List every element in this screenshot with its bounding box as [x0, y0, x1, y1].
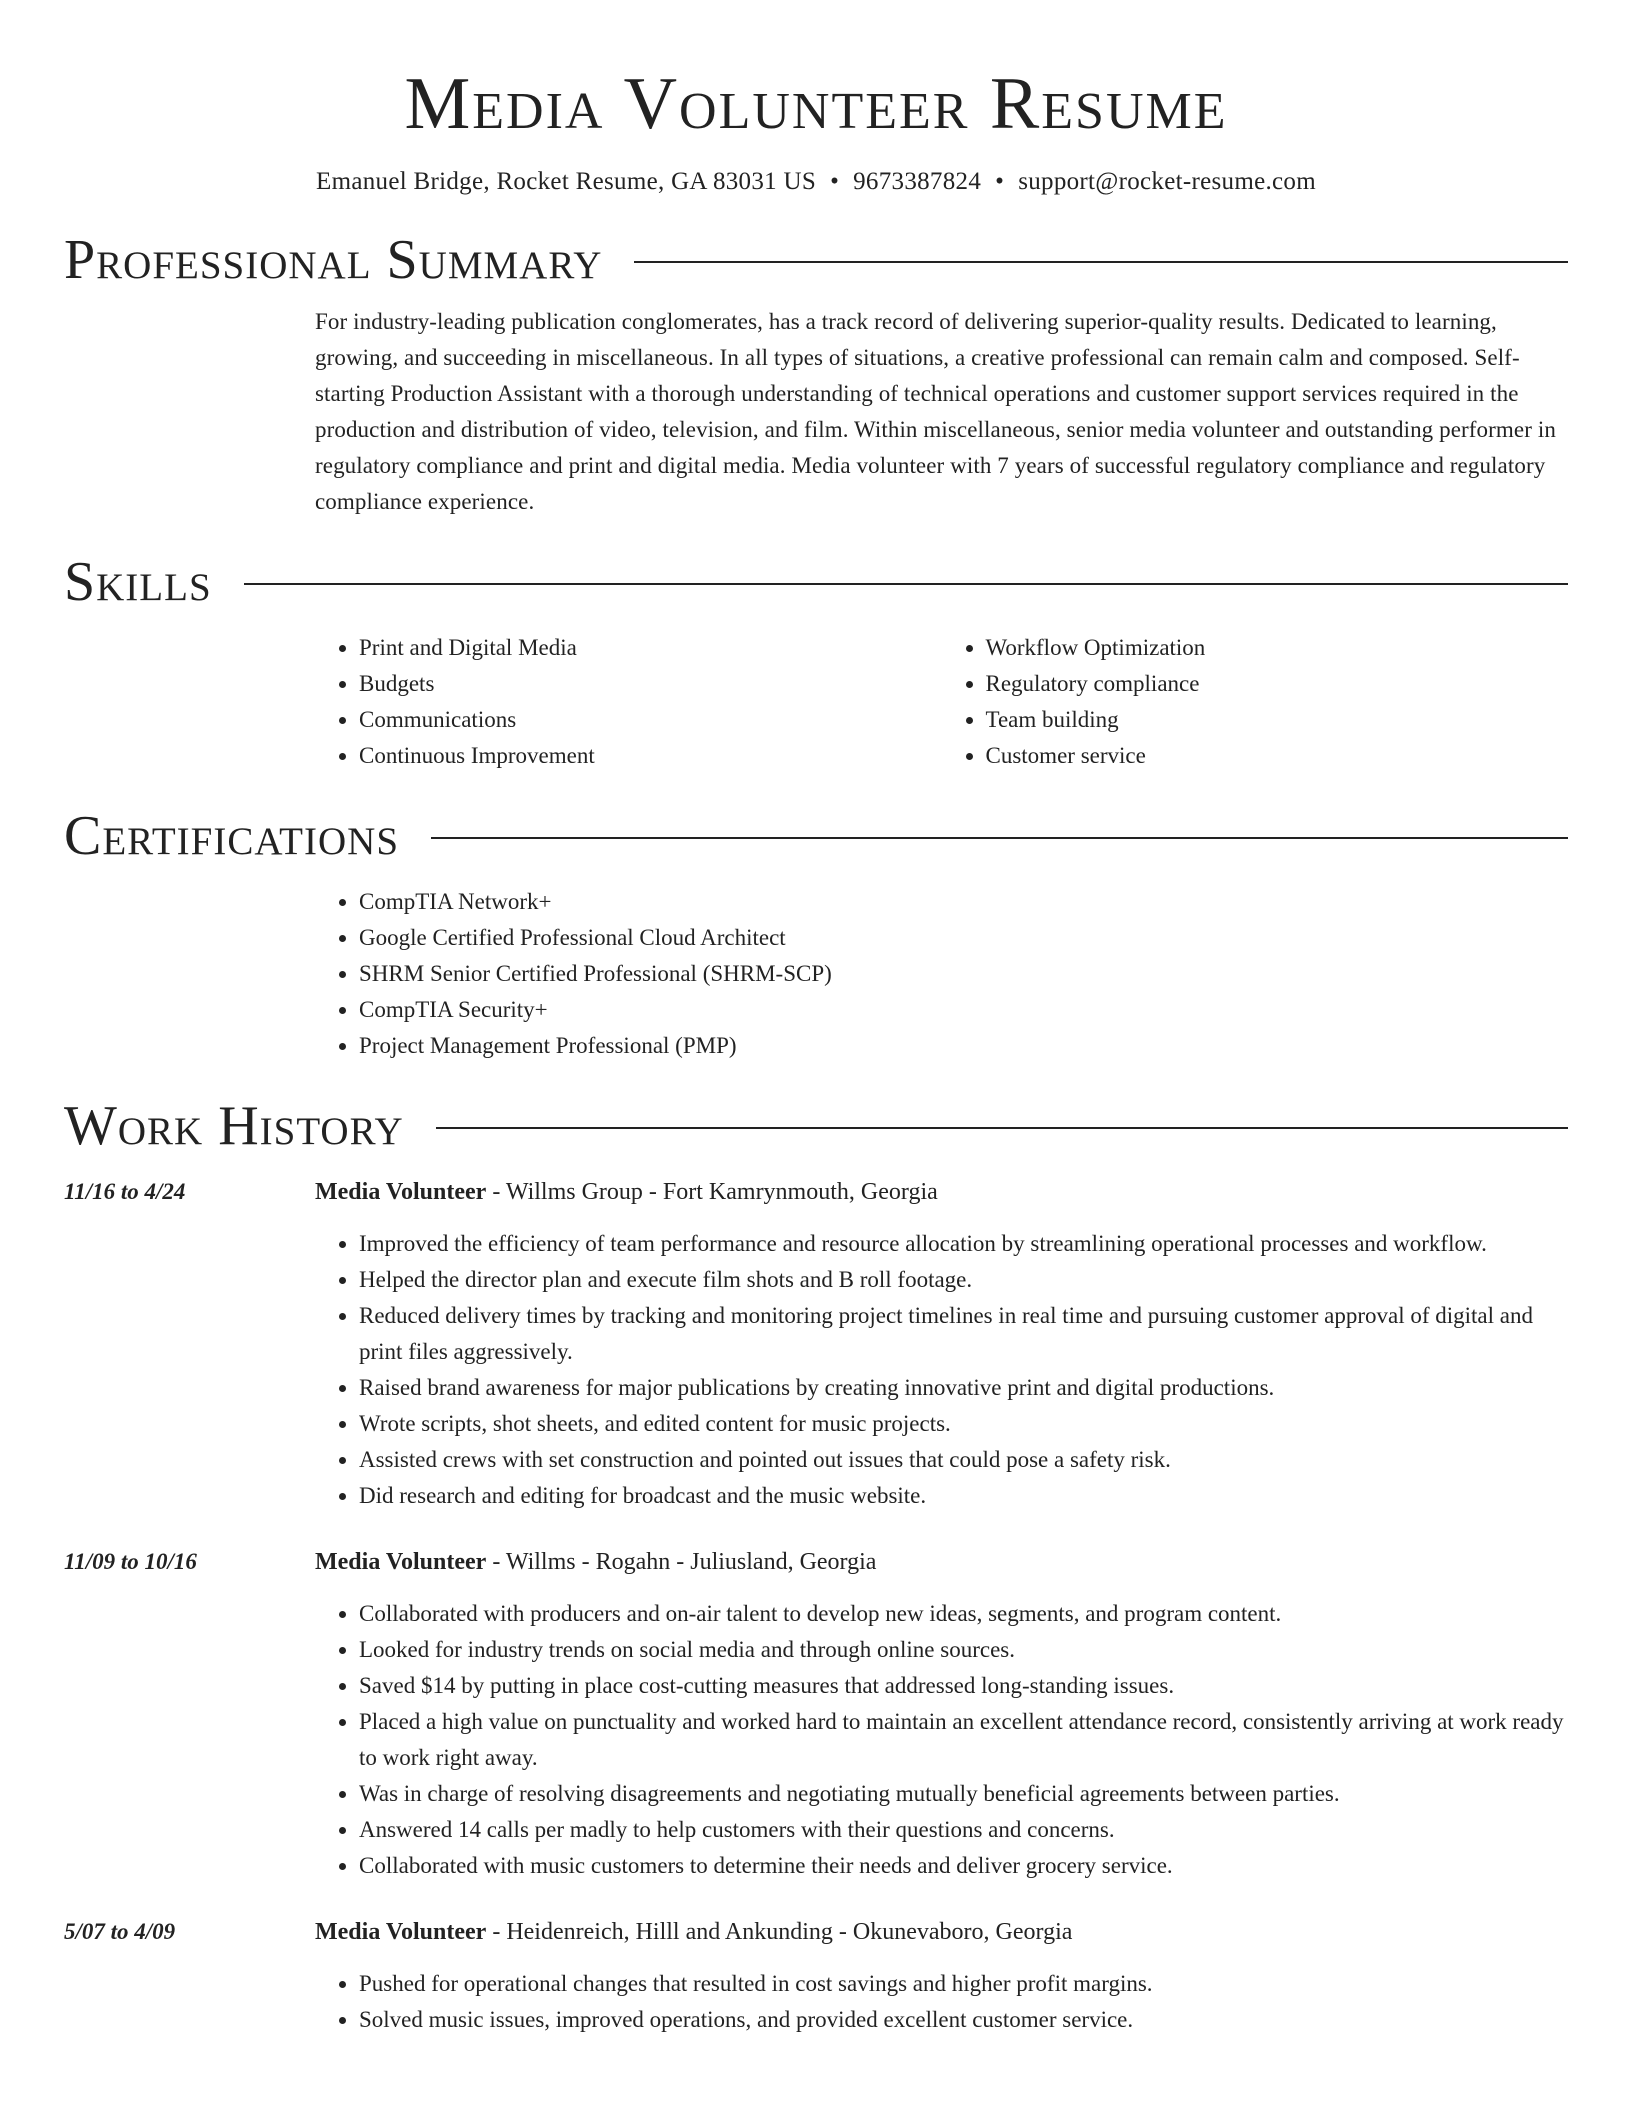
job-heading — [315, 1914, 1568, 1950]
job-title: Media Volunteer — [315, 1549, 487, 1575]
skill-item: • Budgets — [359, 666, 942, 702]
job-entry — [64, 1544, 1568, 1884]
certification-item: • Project Management Professional (PMP) — [359, 1028, 1568, 1064]
section-divider — [436, 1127, 1568, 1129]
job-employer-location: - Heidenreich, Hilll and Ankunding - Okunevaboro, Georgia — [486, 1919, 1073, 1945]
resume-title: Media Volunteer Resume — [404, 63, 1228, 145]
contact-phone: 9673387824 — [853, 168, 982, 195]
skill-item: • Print and Digital Media — [359, 630, 942, 666]
job-heading — [315, 1544, 1568, 1580]
skill-item: • Team building — [986, 702, 1569, 738]
job-bullets — [315, 1596, 1568, 1884]
job-bullet: • Placed a high value on punctuality and worked hard to maintain an excellent attendance record, consistently arriving at work ready to work right away. — [359, 1704, 1568, 1776]
summary-text: For industry-leading publication conglomerates, has a track record of delivering superior-quality results. Dedicated to learning, growing, and succeeding in miscellaneous. In all types of situations, a creative professional can remain calm and composed. Self-starting Production Assistant with a thorough understanding of technical operations and customer support services required in the production and distribution of video, television, and film. Within miscellaneous, senior media volunteer and outstanding performer in regulatory compliance and print and digital media. Media volunteer with 7 years of successful regulatory compliance and regulatory compliance experience. — [315, 309, 1556, 514]
job-bullet: • Was in charge of resolving disagreements and negotiating mutually beneficial agreements between parties. — [359, 1776, 1568, 1812]
skills-column-left — [315, 630, 942, 774]
skill-item: • Continuous Improvement — [359, 738, 942, 774]
job-entry — [64, 1174, 1568, 1514]
skill-item: • Customer service — [986, 738, 1569, 774]
job-bullet: • Assisted crews with set construction and pointed out issues that could pose a safety risk. — [359, 1442, 1568, 1478]
job-bullet: • Saved $14 by putting in place cost-cutting measures that addressed long-standing issues. — [359, 1668, 1568, 1704]
section-title: Certifications — [64, 805, 400, 867]
certification-item: • CompTIA Network+ — [359, 884, 1568, 920]
skills-list — [315, 630, 1568, 774]
job-dates: 5/07 to 4/09 — [64, 1919, 176, 1944]
section-title: Professional Summary — [64, 229, 603, 291]
work-history-list — [64, 1174, 1568, 2038]
contact-address: Emanuel Bridge, Rocket Resume, GA 83031 US — [316, 168, 817, 195]
section-header-certifications — [64, 804, 1568, 868]
section-header-summary — [64, 228, 1568, 292]
skill-item: • Regulatory compliance — [986, 666, 1569, 702]
job-bullet: • Solved music issues, improved operations, and provided excellent customer service. — [359, 2002, 1568, 2038]
job-bullets — [315, 1966, 1568, 2038]
job-bullet: • Collaborated with music customers to determine their needs and deliver grocery service. — [359, 1848, 1568, 1884]
job-dates: 11/16 to 4/24 — [64, 1179, 186, 1204]
job-employer-location: - Willms Group - Fort Kamrynmouth, Georgia — [486, 1179, 938, 1205]
job-bullet: • Helped the director plan and execute film shots and B roll footage. — [359, 1262, 1568, 1298]
job-bullet: • Improved the efficiency of team performance and resource allocation by streamlining operational processes and workflow. — [359, 1226, 1568, 1262]
section-divider — [431, 837, 1568, 839]
job-body — [315, 1914, 1568, 2038]
certifications-list — [315, 884, 1568, 1064]
skill-item: • Workflow Optimization — [986, 630, 1569, 666]
job-body — [315, 1174, 1568, 1514]
job-title: Media Volunteer — [315, 1179, 487, 1205]
section-divider — [244, 583, 1568, 585]
skills-column-right — [942, 630, 1569, 774]
job-bullet: • Looked for industry trends on social media and through online sources. — [359, 1632, 1568, 1668]
section-header-skills — [64, 550, 1568, 614]
section-title: Skills — [64, 551, 212, 613]
section-divider — [634, 261, 1568, 263]
job-title: Media Volunteer — [315, 1919, 487, 1945]
job-bullets — [315, 1226, 1568, 1514]
contact-separator: • — [995, 168, 1005, 195]
job-bullet: • Did research and editing for broadcast and the music website. — [359, 1478, 1568, 1514]
contact-separator: • — [830, 168, 840, 195]
certification-item: • CompTIA Security+ — [359, 992, 1568, 1028]
section-title: Work History — [64, 1095, 404, 1157]
job-heading — [315, 1174, 1568, 1210]
job-employer-location: - Willms - Rogahn - Juliusland, Georgia — [486, 1549, 877, 1575]
job-bullet: • Raised brand awareness for major publications by creating innovative print and digital productions. — [359, 1370, 1568, 1406]
skill-item: • Communications — [359, 702, 942, 738]
job-entry — [64, 1914, 1568, 2038]
certification-item: • SHRM Senior Certified Professional (SHRM-SCP) — [359, 956, 1568, 992]
contact-email[interactable]: support@rocket-resume.com — [1018, 168, 1316, 195]
job-bullet: • Reduced delivery times by tracking and monitoring project timelines in real time and pursuing customer approval of digital and print files aggressively. — [359, 1298, 1568, 1370]
job-bullet: • Answered 14 calls per madly to help customers with their questions and concerns. — [359, 1812, 1568, 1848]
job-body — [315, 1544, 1568, 1884]
contact-line — [64, 166, 1568, 198]
section-header-work-history — [64, 1094, 1568, 1158]
job-bullet: • Wrote scripts, shot sheets, and edited content for music projects. — [359, 1406, 1568, 1442]
job-bullet: • Collaborated with producers and on-air talent to develop new ideas, segments, and program content. — [359, 1596, 1568, 1632]
certification-item: • Google Certified Professional Cloud Architect — [359, 920, 1568, 956]
job-bullet: • Pushed for operational changes that resulted in cost savings and higher profit margins. — [359, 1966, 1568, 2002]
job-dates: 11/09 to 10/16 — [64, 1549, 197, 1574]
